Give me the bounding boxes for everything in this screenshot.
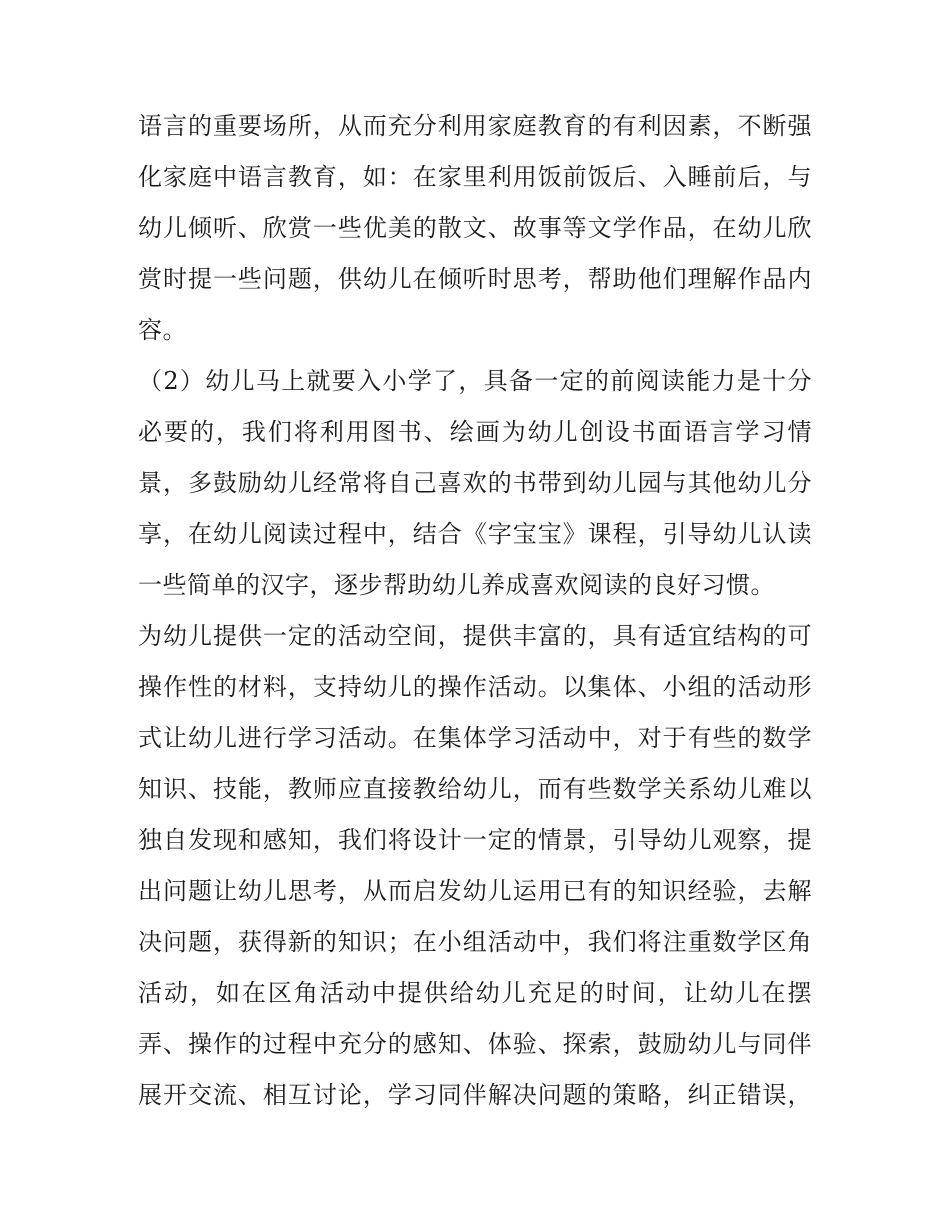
text-line: 决问题，获得新的知识；在小组活动中，我们将注重数学区角	[138, 928, 812, 956]
text-line: 一些简单的汉字，逐步帮助幼儿养成喜欢阅读的良好习惯。	[138, 571, 775, 599]
paragraph-1	[138, 101, 812, 356]
text-line: 容。	[138, 316, 187, 344]
text-line: （2）幼儿马上就要入小学了，具备一定的前阅读能力是十分	[138, 367, 812, 395]
text-line: 展开交流、相互讨论，学习同伴解决问题的策略，纠正错误，	[138, 1081, 812, 1109]
text-line: 弄、操作的过程中充分的感知、体验、探索，鼓励幼儿与同伴	[138, 1030, 812, 1058]
text-line: 活动，如在区角活动中提供给幼儿充足的时间，让幼儿在摆	[138, 979, 812, 1007]
text-line: 出问题让幼儿思考，从而启发幼儿运用已有的知识经验，去解	[138, 877, 812, 905]
text-line: 操作性的材料，支持幼儿的操作活动。以集体、小组的活动形	[138, 673, 812, 701]
text-block	[138, 101, 812, 1121]
text-line: 独自发现和感知，我们将设计一定的情景，引导幼儿观察，提	[138, 826, 812, 854]
text-line: 赏时提一些问题，供幼儿在倾听时思考，帮助他们理解作品内	[138, 265, 812, 293]
text-line: 语言的重要场所，从而充分利用家庭教育的有利因素，不断强	[138, 112, 812, 140]
text-line: 知识、技能，教师应直接教给幼儿，而有些数学关系幼儿难以	[138, 775, 812, 803]
text-line: 景，多鼓励幼儿经常将自己喜欢的书带到幼儿园与其他幼儿分	[138, 469, 812, 497]
paragraph-2	[138, 356, 812, 611]
text-line: 享，在幼儿阅读过程中，结合《字宝宝》课程，引导幼儿认读	[138, 520, 812, 548]
text-line: 为幼儿提供一定的活动空间，提供丰富的，具有适宜结构的可	[138, 622, 812, 650]
text-line: 必要的，我们将利用图书、绘画为幼儿创设书面语言学习情	[138, 418, 812, 446]
paragraph-3	[138, 611, 812, 1121]
text-line: 式让幼儿进行学习活动。在集体学习活动中，对于有些的数学	[138, 724, 812, 752]
text-line: 化家庭中语言教育，如：在家里利用饭前饭后、入睡前后，与	[138, 163, 812, 191]
text-line: 幼儿倾听、欣赏一些优美的散文、故事等文学作品，在幼儿欣	[138, 214, 812, 242]
